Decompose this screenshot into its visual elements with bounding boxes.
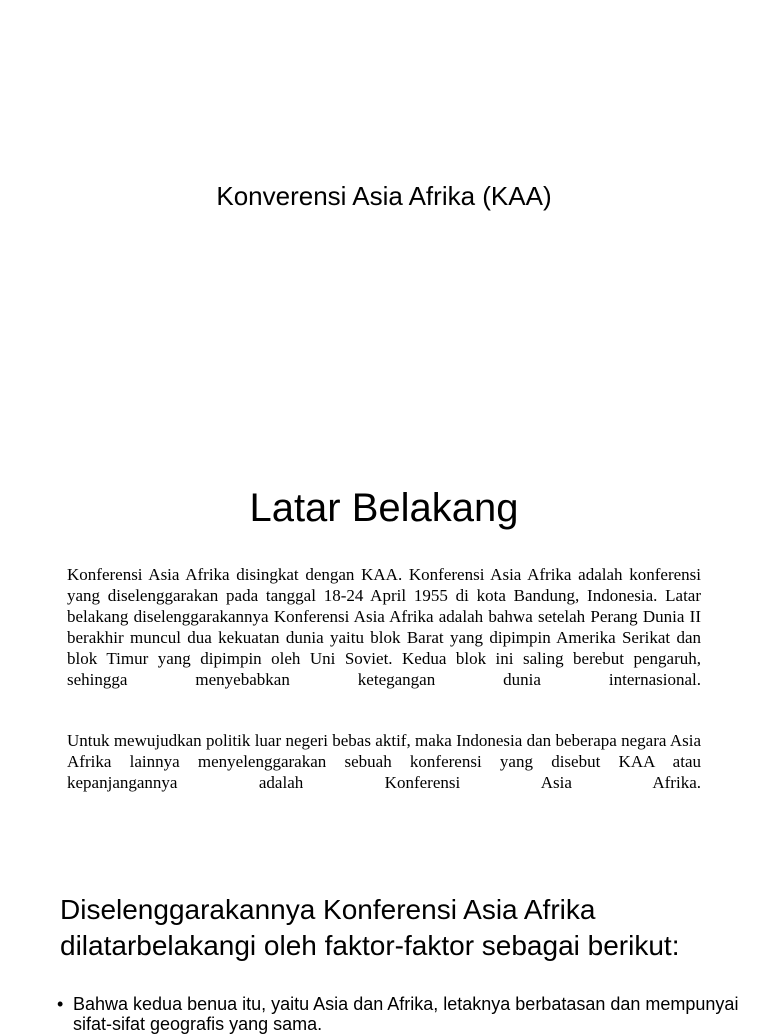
title-slide [0, 0, 768, 432]
factors-heading: Diselenggarakannya Konferensi Asia Afrika dilatarbelakangi oleh faktor-faktor sebagai berikut: [60, 894, 680, 961]
bullet-icon: • [57, 994, 64, 1014]
background-slide [0, 432, 768, 864]
body-paragraph: Konferensi Asia Afrika disingkat dengan KAA. Konferensi Asia Afrika adalah konferensi yang diselenggarakan pada tanggal 18-24 April 1955 di kota Bandung, Indonesia. Latar belakang diselenggarakannya Konferensi Asia Afrika adalah bahwa setelah Perang Dunia II berakhir muncul dua kekuatan dunia yaitu blok Barat yang dipimpin Amerika Serikat dan blok Timur yang dipimpin oleh Uni Soviet. Kedua blok ini saling berebut pengaruh, sehingga menyebabkan ketegangan dunia internasional. [67, 565, 701, 689]
body-paragraph: Untuk mewujudkan politik luar negeri bebas aktif, maka Indonesia dan beberapa negara Asia Afrika lainnya menyelenggarakan sebuah konferensi yang disebut KAA atau kepanjangannya adalah Konferensi Asia Afrika. [67, 731, 701, 792]
factors-slide [0, 864, 768, 1034]
slide-title: Konverensi Asia Afrika (KAA) [216, 181, 552, 211]
list-item-text: Bahwa kedua benua itu, yaitu Asia dan Afrika, letaknya berbatasan dan mempunyai sifat-sifat geografis yang sama. [73, 994, 739, 1034]
list-item [57, 994, 757, 1034]
section-heading: Latar Belakang [249, 486, 519, 530]
